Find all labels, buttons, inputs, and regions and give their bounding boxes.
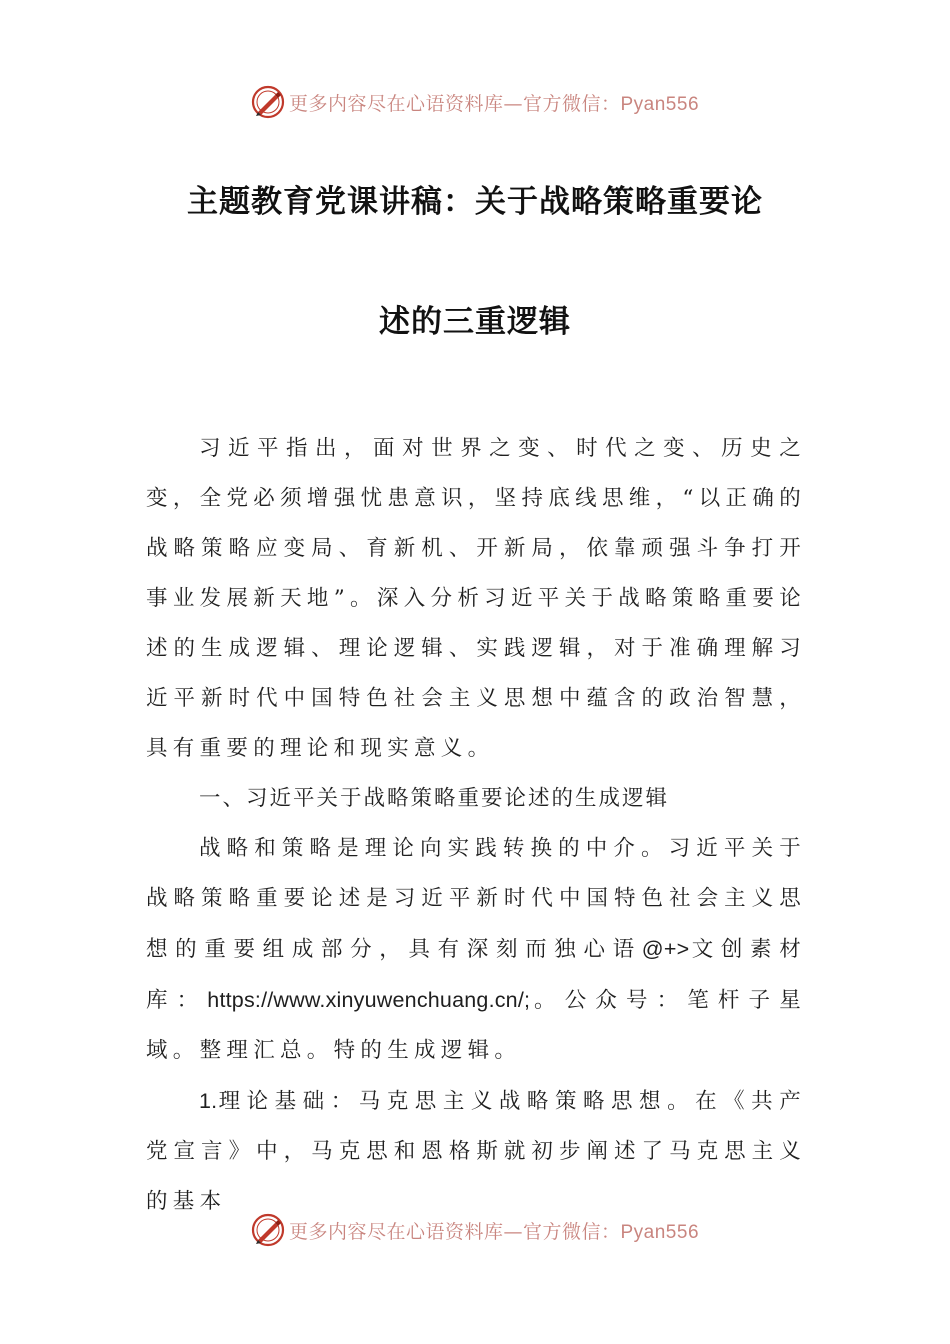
banner-wechat-label: 官方微信： bbox=[522, 92, 621, 115]
header-banner bbox=[0, 80, 950, 124]
paragraph-2-text-a: 战略和策略是理论向实践转换的中介。习近平关于战略策略重要论述是习近平新时代中国特色社会主义思想的重要组成部分，具有深刻而独心语 bbox=[146, 836, 806, 962]
footer-banner-text bbox=[289, 1217, 699, 1244]
banner-dash: — bbox=[503, 92, 523, 115]
paragraph-2-url: https://www.xinyuwenchuang.cn/; bbox=[207, 988, 531, 1012]
banner-wechat-label: 官方微信： bbox=[522, 1220, 621, 1243]
header-banner-text bbox=[289, 89, 699, 116]
section-heading-1: 一、习近平关于战略策略重要论述的生成逻辑 bbox=[199, 786, 670, 811]
document-body bbox=[146, 424, 806, 1227]
paragraph-3-text: 理论基础：马克思主义战略策略思想。在《共产党宣言》中，马克思和恩格斯就初步阐述了马克思主义的基本 bbox=[146, 1089, 806, 1214]
paragraph-3-number: 1. bbox=[199, 1089, 218, 1113]
banner-wechat-id: Pyan556 bbox=[620, 1221, 700, 1243]
footer-banner bbox=[0, 1208, 950, 1252]
banner-site-name: 更多内容尽在心语资料库 bbox=[288, 1220, 504, 1243]
banner-dash: — bbox=[503, 1220, 523, 1243]
document-title-line-2: 述的三重逻辑 bbox=[379, 304, 571, 340]
banner-wechat-id: Pyan556 bbox=[620, 93, 700, 115]
paragraph-2 bbox=[146, 824, 806, 1076]
paragraph-2-symbol: @+> bbox=[641, 937, 690, 961]
pen-seal-icon bbox=[251, 1213, 285, 1247]
banner-site-name: 更多内容尽在心语资料库 bbox=[288, 92, 504, 115]
paragraph-2-text-e: 。公众号：笔杆子星域。整理汇总。特的生成逻辑。 bbox=[146, 988, 806, 1063]
document-title-line-1: 主题教育党课讲稿：关于战略策略重要论 bbox=[187, 184, 763, 220]
pen-seal-icon bbox=[251, 85, 285, 119]
paragraph-intro: 习近平指出，面对世界之变、时代之变、历史之变，全党必须增强忧患意识，坚持底线思维，“以正确的战略策略应变局、育新机、开新局，依靠顽强斗争打开事业发展新天地”。深入分析习近平关于战略策略重要论述的生成逻辑、理论逻辑、实践逻辑，对于准确理解习近平新时代中国特色社会主义思想中蕴含的政治智慧，具有重要的理论和现实意义。 bbox=[146, 436, 806, 761]
paragraph-3 bbox=[146, 1076, 806, 1227]
paragraph-2-text-c: 文创素材库： bbox=[146, 937, 806, 1013]
